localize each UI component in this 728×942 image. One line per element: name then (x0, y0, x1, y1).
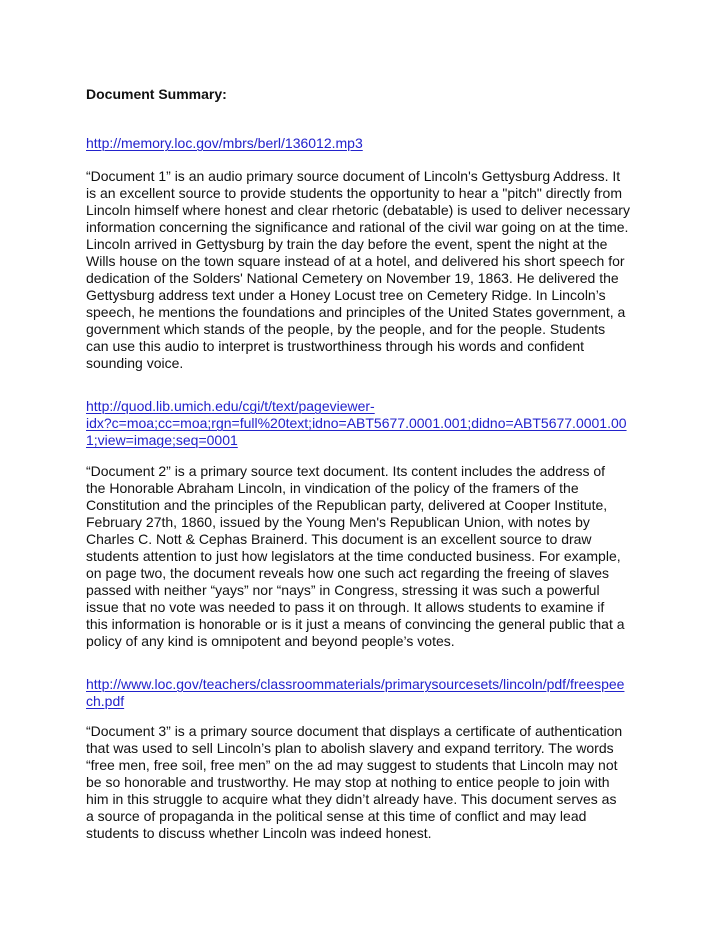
text-line: Constitution and the principles of the Republican party, delivered at Cooper Institute, (86, 497, 608, 513)
link-line: http://quod.lib.umich.edu/cgi/t/text/pageviewer- (86, 398, 375, 414)
document-2-summary (86, 463, 646, 650)
text-line: this information is honorable or is it just a means of convincing the general public that a (86, 616, 625, 632)
link-line: 1;view=image;seq=0001 (86, 432, 238, 448)
text-line: students to discuss whether Lincoln was indeed honest. (86, 825, 432, 841)
text-line: “Document 3” is a primary source document that displays a certificate of authentication (86, 723, 623, 739)
text-line: Lincoln himself where honest and clear rhetoric (debatable) is used to deliver necessary (86, 202, 630, 218)
text-line: government which stands of the people, by the people, and for the people. Students (86, 321, 606, 337)
text-line: Gettysburg address text under a Honey Locust tree on Cemetery Ridge. In Lincoln’s (86, 287, 606, 303)
text-line: dedication of the Solders' National Cemetery on November 19, 1863. He delivered the (86, 270, 619, 286)
document-summary-heading: Document Summary: (86, 86, 227, 102)
text-line: a source of propaganda in the political sense at this time of conflict and may lead (86, 808, 587, 824)
text-line: Lincoln arrived in Gettysburg by train the day before the event, spent the night at the (86, 236, 608, 252)
text-line: is an excellent source to provide students the opportunity to hear a "pitch" directly from (86, 185, 622, 201)
text-line: passed with neither “yays” nor “nays” in Congress, stressing it was such a powerful (86, 582, 600, 598)
text-line: sounding voice. (86, 355, 184, 371)
text-line: be so honorable and trustworthy. He may stop at nothing to entice people to join with (86, 774, 610, 790)
text-line: Wills house on the town square instead of at a hotel, and delivered his short speech for (86, 253, 625, 269)
link-line: ch.pdf (86, 693, 125, 709)
text-line: Charles C. Nott & Cephas Brainerd. This document is an excellent source to draw (86, 531, 592, 547)
document-2-link[interactable] (86, 398, 627, 449)
document-1-link[interactable] (86, 135, 363, 152)
text-line: issue that no vote was needed to pass it on through. It allows students to examine if (86, 599, 605, 615)
document-3-summary (86, 723, 646, 842)
text-line: that was used to sell Lincoln’s plan to abolish slavery and expand territory. The words (86, 740, 614, 756)
text-line: students attention to just how legislators at the time conducted business. For example, (86, 548, 621, 564)
text-line: February 27th, 1860, issued by the Young Men's Republican Union, with notes by (86, 514, 590, 530)
text-line: the Honorable Abraham Lincoln, in vindication of the policy of the framers of the (86, 480, 579, 496)
link-line: idx?c=moa;cc=moa;rgn=full%20text;idno=ABT5677.0001.001;didno=ABT5677.0001.00 (86, 415, 627, 431)
document-1-summary (86, 168, 646, 372)
text-line: on page two, the document reveals how one such act regarding the freeing of slaves (86, 565, 609, 581)
text-line: him in this struggle to acquire what they didn’t already have. This document serves as (86, 791, 617, 807)
text-line: policy of any kind is omnipotent and beyond people’s votes. (86, 633, 455, 649)
link-line: http://www.loc.gov/teachers/classroommaterials/primarysourcesets/lincoln/pdf/freespee (86, 676, 625, 692)
text-line: information concerning the significance and rational of the civil war going on at the time. (86, 219, 629, 235)
text-line: “Document 2” is a primary source text document. Its content includes the address of (86, 463, 606, 479)
text-line: “free men, free soil, free men” on the ad may suggest to students that Lincoln may not (86, 757, 618, 773)
link-line: http://memory.loc.gov/mbrs/berl/136012.mp3 (86, 135, 363, 151)
text-line: speech, he mentions the foundations and principles of the United States government, a (86, 304, 626, 320)
text-line: can use this audio to interpret is trustworthiness through his words and confident (86, 338, 585, 354)
text-line: “Document 1” is an audio primary source document of Lincoln's Gettysburg Address. It (86, 168, 621, 184)
document-3-link[interactable] (86, 676, 624, 710)
